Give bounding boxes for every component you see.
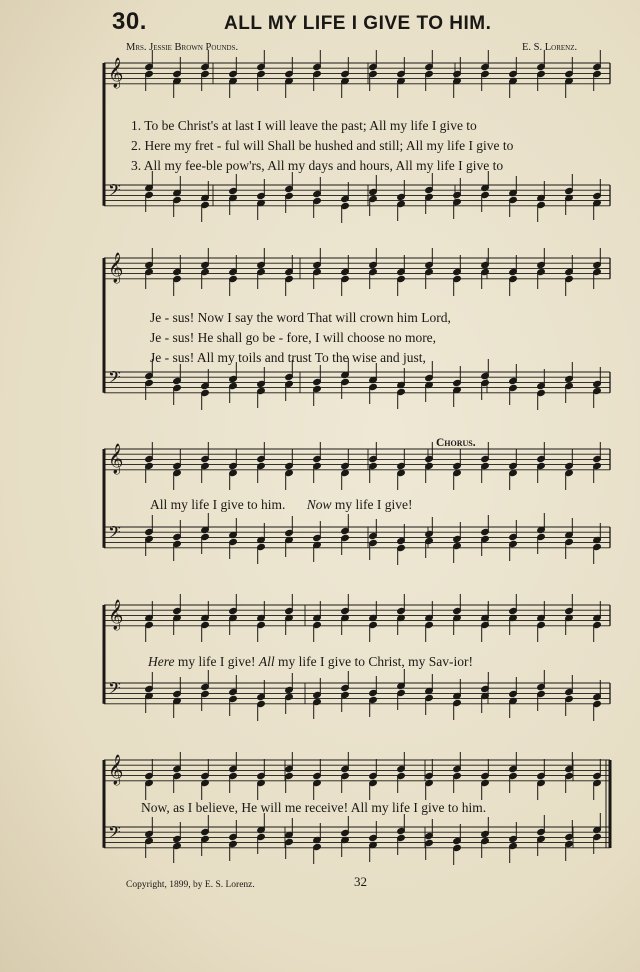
refrain-line1	[150, 497, 412, 513]
treble-clef-icon: 𝄞	[108, 444, 124, 474]
hymn-number: 30.	[112, 8, 147, 35]
refrain-line1-part-b: Now	[306, 497, 332, 512]
verse-1-line2: Je - sus! Now I say the word That will crown him Lord,	[150, 310, 451, 325]
refrain-line2-part-c: All	[258, 654, 275, 669]
refrain-line2-part-d: my life I give to Christ, my Sav-ior!	[277, 654, 473, 669]
verse-2-line1: 2. Here my fret - ful will Shall be hushed and still; All my life I give to	[131, 138, 514, 153]
composer-credit: E. S. Lorenz.	[522, 42, 578, 53]
verse-2-line2: Je - sus! He shall go be - fore, I will choose no more,	[150, 330, 437, 345]
refrain-line3-text: Now, as I believe, He will me receive! All my life I give to him.	[141, 800, 487, 815]
page-number: 32	[354, 874, 367, 889]
refrain-line2-part-b: my life I give!	[177, 654, 259, 669]
bass-clef-icon: 𝄢	[108, 180, 121, 204]
refrain-line2	[148, 654, 473, 670]
chorus-label: Chorus.	[436, 437, 476, 449]
verse-lyrics-line1	[131, 118, 513, 178]
bass-clef-icon: 𝄢	[108, 822, 121, 846]
bass-clef-icon: 𝄢	[108, 522, 121, 546]
treble-clef-icon: 𝄞	[108, 253, 124, 283]
treble-clef-icon: 𝄞	[108, 58, 124, 88]
bass-clef-icon: 𝄢	[108, 367, 121, 391]
verse-lyrics-line2	[150, 310, 451, 370]
bass-clef-icon: 𝄢	[108, 678, 121, 702]
copyright-notice: Copyright, 1899, by E. S. Lorenz.	[126, 880, 255, 890]
verse-1-line1: 1. To be Christ's at last I will leave the past; All my life I give to	[131, 118, 477, 133]
verse-3-line1: 3. All my fee-ble pow'rs, All my days and hours, All my life I give to	[131, 158, 504, 173]
lyricist-credit: Mrs. Jessie Brown Pounds.	[126, 42, 239, 53]
refrain-line3	[141, 800, 486, 816]
refrain-line1-part-a: All my life I give to him.	[150, 497, 286, 512]
refrain-line1-part-c: my life I give!	[334, 497, 413, 512]
refrain-line2-part-a: Here	[148, 654, 175, 669]
treble-clef-icon: 𝄞	[108, 755, 124, 785]
hymn-title: ALL MY LIFE I GIVE TO HIM.	[224, 13, 492, 34]
treble-clef-icon: 𝄞	[108, 600, 124, 630]
verse-3-line2: Je - sus! All my toils and trust To the wise and just,	[150, 350, 426, 365]
